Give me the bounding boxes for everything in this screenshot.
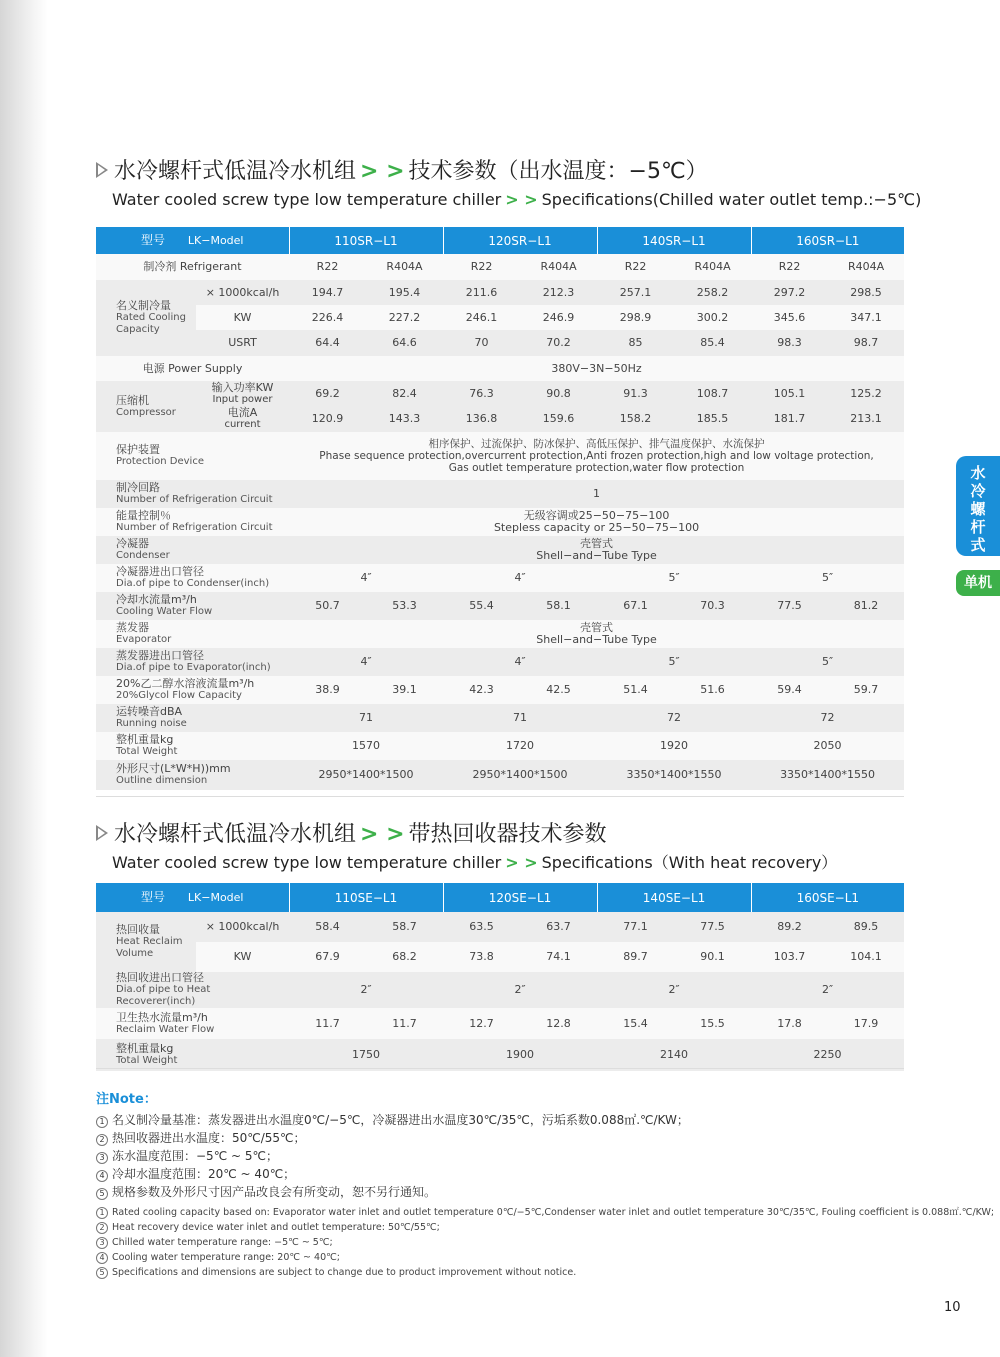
cell: 159.6	[520, 406, 597, 432]
cell: 227.2	[366, 305, 443, 330]
cell: 136.8	[443, 406, 520, 432]
model-140: 140SR−L1	[597, 227, 751, 254]
notes-title: 注Note：	[96, 1092, 157, 1107]
cell: 42.3	[443, 676, 520, 704]
cell: 39.1	[366, 676, 443, 704]
cell: 72	[597, 704, 751, 732]
cell: 70.3	[674, 592, 751, 620]
capacity-control-row	[96, 508, 904, 536]
cell: 211.6	[443, 280, 520, 305]
cooling-row-kw	[96, 305, 904, 330]
cell: R22	[751, 254, 828, 280]
cell: 2″	[443, 972, 597, 1008]
cell: 298.9	[597, 305, 674, 330]
cell: 298.5	[828, 280, 904, 305]
arrows-icon: > >	[505, 190, 538, 209]
unit-cell: KW	[196, 305, 289, 330]
cell: 194.7	[289, 280, 366, 305]
cell: 2″	[289, 972, 443, 1008]
note-en-2: 2 Heat recovery device water inlet and outlet temperature: 50℃/55℃;	[96, 1220, 994, 1235]
power-row	[96, 356, 904, 381]
model-160: 160SR−L1	[751, 227, 904, 254]
cell: 50.7	[289, 592, 366, 620]
note-cn-3: 3 冻水温度范围：−5℃ ~ 5℃；	[96, 1147, 994, 1165]
cell: 4″	[289, 564, 443, 592]
reclaim-flow-row	[96, 1008, 904, 1039]
cell: 297.2	[751, 280, 828, 305]
cell: 15.4	[597, 1008, 674, 1039]
side-tab-category[interactable]	[956, 456, 1000, 556]
cooling-flow-row	[96, 592, 904, 620]
cell: 2″	[597, 972, 751, 1008]
section1-title-cn2: 技术参数（出水温度：−5℃）	[408, 159, 708, 184]
section2-title	[96, 820, 837, 850]
cell: 77.5	[674, 912, 751, 942]
model-label: 型号 LK−Model	[96, 883, 289, 912]
cell: 55.4	[443, 592, 520, 620]
condenser-pipe-label: 冷凝器进出口管径 Dia.of pipe to Condenser(inch)	[96, 564, 289, 592]
cell: 1920	[597, 732, 751, 760]
reclaim-flow-label: 卫生热水流量m³/h Reclaim Water Flow	[96, 1008, 289, 1039]
cell: 120.9	[289, 406, 366, 432]
condenser-pipe-row	[96, 564, 904, 592]
unit-cell: × 1000kcal/h	[196, 912, 289, 942]
heat-label: 热回收量 Heat Reclaim Volume	[96, 912, 196, 972]
cell: 181.7	[751, 406, 828, 432]
cell: 195.4	[366, 280, 443, 305]
arrows-icon: > >	[360, 822, 405, 847]
cell: 64.4	[289, 330, 366, 356]
cell: 105.1	[751, 381, 828, 406]
unit-cell: USRT	[196, 330, 289, 356]
cell: 58.1	[520, 592, 597, 620]
cell: 11.7	[366, 1008, 443, 1039]
cell: 1900	[443, 1039, 597, 1071]
refrigerant-label: 制冷剂 Refrigerant	[96, 254, 289, 280]
cell: 72	[751, 704, 904, 732]
glycol-row	[96, 676, 904, 704]
cell: R404A	[828, 254, 904, 280]
compressor-row-power	[96, 381, 904, 406]
section1-title	[96, 157, 921, 187]
notes-cn	[96, 1111, 994, 1201]
page-number: 10	[944, 1300, 961, 1315]
cell: R22	[289, 254, 366, 280]
section2-sub-en2: Specifications（With heat recovery）	[541, 853, 838, 872]
heat-row-kw	[96, 942, 904, 972]
cell: 76.3	[443, 381, 520, 406]
note-en-4: 4 Cooling water temperature range: 20℃ ~ 40℃;	[96, 1250, 994, 1265]
model-120: 120SR−L1	[443, 227, 597, 254]
heat-row-kcal	[96, 912, 904, 942]
cell: 3350*1400*1550	[751, 760, 904, 790]
cell: 17.8	[751, 1008, 828, 1039]
cell: 12.8	[520, 1008, 597, 1039]
cell: 77.5	[751, 592, 828, 620]
model-140se: 140SE−L1	[597, 883, 751, 912]
cell: 71	[289, 704, 443, 732]
section2-title-cn2: 带热回收器技术参数	[408, 822, 607, 847]
model-110: 110SR−L1	[289, 227, 443, 254]
cell: 89.7	[597, 942, 674, 972]
condenser-row	[96, 536, 904, 564]
unit-cell: 输入功率KW Input power	[196, 381, 289, 406]
arrows-icon: > >	[360, 159, 405, 184]
cell: 81.2	[828, 592, 904, 620]
page-spine-shadow	[0, 0, 48, 1357]
weight-row	[96, 732, 904, 760]
evaporator-label: 蒸发器 Evaporator	[96, 620, 289, 648]
cell: 4″	[443, 564, 597, 592]
side-tab-category-label: 水冷螺杆式	[970, 464, 986, 554]
cooling-flow-label: 冷却水流量m³/h Cooling Water Flow	[96, 592, 289, 620]
cell: 213.1	[828, 406, 904, 432]
cell: 64.6	[366, 330, 443, 356]
cell: 77.1	[597, 912, 674, 942]
circuit-value: 1	[289, 480, 904, 508]
note-cn-1: 1 名义制冷量基准：蒸发器进出水温度0℃/−5℃，冷凝器进出水温度30℃/35℃，污垢系数0.088㎡.℃/KW；	[96, 1111, 994, 1129]
circuit-row	[96, 480, 904, 508]
cell: 1720	[443, 732, 597, 760]
cell: 73.8	[443, 942, 520, 972]
cell: 2250	[751, 1039, 904, 1071]
cell: R22	[443, 254, 520, 280]
cell: 38.9	[289, 676, 366, 704]
table1-header-row	[96, 227, 904, 254]
cell: 51.6	[674, 676, 751, 704]
noise-label: 运转噪音dBA Running noise	[96, 704, 289, 732]
cell: 3350*1400*1550	[597, 760, 751, 790]
weight-label: 整机重量kg Total Weight	[96, 732, 289, 760]
cell: 63.5	[443, 912, 520, 942]
cell: 345.6	[751, 305, 828, 330]
cell: 98.3	[751, 330, 828, 356]
cell: R404A	[674, 254, 751, 280]
capacity-control-value: 无级容调或25−50−75−100 Stepless capacity or 25−50−75−100	[289, 508, 904, 536]
cell: 5″	[751, 564, 904, 592]
cell: 53.3	[366, 592, 443, 620]
protection-row	[96, 432, 904, 480]
cell: 90.1	[674, 942, 751, 972]
note-en-3: 3 Chilled water temperature range: −5℃ ~ 5℃;	[96, 1235, 994, 1250]
cell: 59.7	[828, 676, 904, 704]
unit-cell: × 1000kcal/h	[196, 280, 289, 305]
table2-header-row	[96, 883, 904, 912]
divider	[96, 1068, 904, 1069]
condenser-value: 壳管式 Shell−and−Tube Type	[289, 536, 904, 564]
spec-table-2	[96, 883, 904, 1071]
note-en-1: 1 Rated cooling capacity based on: Evaporator water inlet and outlet temperature 0℃/−5℃,Condenser water inlet and outlet temperature 30℃/35℃, Fouling coefficient is 0.088㎡.℃/KW;	[96, 1205, 994, 1220]
circuit-label: 制冷回路 Number of Refrigeration Circuit	[96, 480, 289, 508]
note-cn-5: 5 规格参数及外形尺寸因产品改良会有所变动，恕不另行通知。	[96, 1183, 994, 1201]
cooling-row-kcal	[96, 280, 904, 305]
model-label: 型号 LK−Model	[96, 227, 289, 254]
cell: 85	[597, 330, 674, 356]
cell: R404A	[520, 254, 597, 280]
triangle-icon	[96, 162, 108, 178]
evaporator-row	[96, 620, 904, 648]
cell: 108.7	[674, 381, 751, 406]
cell: 185.5	[674, 406, 751, 432]
noise-row	[96, 704, 904, 732]
cell: 70.2	[520, 330, 597, 356]
cell: 74.1	[520, 942, 597, 972]
section1-sub-en2: Specifications(Chilled water outlet temp.:−5℃)	[541, 190, 922, 209]
cell: 1750	[289, 1039, 443, 1071]
cell: 63.7	[520, 912, 597, 942]
note-en-5: 5 Specifications and dimensions are subject to change due to product improvement without notice.	[96, 1265, 994, 1280]
cell: 2050	[751, 732, 904, 760]
cell: 5″	[751, 648, 904, 676]
cell: 226.4	[289, 305, 366, 330]
cell: 2140	[597, 1039, 751, 1071]
cell: 143.3	[366, 406, 443, 432]
cell: 104.1	[828, 942, 904, 972]
cell: 2″	[751, 972, 904, 1008]
glycol-label: 20%乙二醇水溶液流量m³/h 20%Glycol Flow Capacity	[96, 676, 289, 704]
cell: R22	[597, 254, 674, 280]
model-120se: 120SE−L1	[443, 883, 597, 912]
heat-pipe-row	[96, 972, 904, 1008]
cell: 300.2	[674, 305, 751, 330]
cell: 4″	[289, 648, 443, 676]
power-label: 电源 Power Supply	[96, 356, 289, 381]
cell: 125.2	[828, 381, 904, 406]
notes-section	[96, 1088, 994, 1280]
cell: 2950*1400*1500	[289, 760, 443, 790]
cell: 103.7	[751, 942, 828, 972]
cell: 51.4	[597, 676, 674, 704]
dimension-label: 外形尺寸(L*W*H))mm Outline dimension	[96, 760, 289, 790]
heat-pipe-label: 热回收进出口管径 Dia.of pipe to Heat Recoverer(inch)	[96, 972, 289, 1008]
cell: 17.9	[828, 1008, 904, 1039]
cell: 246.9	[520, 305, 597, 330]
cell: 82.4	[366, 381, 443, 406]
cell: 89.5	[828, 912, 904, 942]
notes-en	[96, 1205, 994, 1280]
cell: 85.4	[674, 330, 751, 356]
evaporator-value: 壳管式 Shell−and−Tube Type	[289, 620, 904, 648]
cell: 257.1	[597, 280, 674, 305]
model-160se: 160SE−L1	[751, 883, 904, 912]
cell: 71	[443, 704, 597, 732]
cell: 15.5	[674, 1008, 751, 1039]
condenser-label: 冷凝器 Condenser	[96, 536, 289, 564]
section2-subtitle	[112, 850, 837, 876]
protection-value: 相序保护、过流保护、防冰保护、高低压保护、排气温度保护、水流保护 Phase sequence protection,overcurrent protection,Anti frozen protection,high and low voltage protection, Gas outlet temperature protection,water flow protection	[289, 432, 904, 480]
section2-sub-en: Water cooled screw type low temperature chiller	[112, 853, 502, 872]
refrigerant-row	[96, 254, 904, 280]
cell: R404A	[366, 254, 443, 280]
cell: 11.7	[289, 1008, 366, 1039]
cell: 258.2	[674, 280, 751, 305]
cell: 12.7	[443, 1008, 520, 1039]
section2-heading	[96, 820, 837, 876]
section1-sub-en: Water cooled screw type low temperature chiller	[112, 190, 502, 209]
cooling-row-usrt	[96, 330, 904, 356]
cell: 246.1	[443, 305, 520, 330]
section1-title-cn: 水冷螺杆式低温冷水机组	[114, 159, 357, 184]
capacity-control-label: 能量控制％ Number of Refrigeration Circuit	[96, 508, 289, 536]
note-cn-2: 2 热回收器进出水温度：50℃/55℃；	[96, 1129, 994, 1147]
cell: 158.2	[597, 406, 674, 432]
cell: 4″	[443, 648, 597, 676]
cell: 91.3	[597, 381, 674, 406]
dimension-row	[96, 760, 904, 790]
model-110se: 110SE−L1	[289, 883, 443, 912]
cell: 347.1	[828, 305, 904, 330]
note-cn-4: 4 冷却水温度范围：20℃ ~ 40℃；	[96, 1165, 994, 1183]
cell: 70	[443, 330, 520, 356]
cell: 58.7	[366, 912, 443, 942]
triangle-icon	[96, 825, 108, 841]
protection-label: 保护装置 Protection Device	[96, 432, 289, 480]
cell: 98.7	[828, 330, 904, 356]
side-tab-single[interactable]: 单机	[956, 570, 1000, 596]
evaporator-pipe-label: 蒸发器进出口管径 Dia.of pipe to Evaporator(inch)	[96, 648, 289, 676]
cell: 1570	[289, 732, 443, 760]
section1-heading	[96, 157, 921, 213]
power-value: 380V−3N−50Hz	[289, 356, 904, 381]
cell: 90.8	[520, 381, 597, 406]
cell: 59.4	[751, 676, 828, 704]
cell: 68.2	[366, 942, 443, 972]
cell: 212.3	[520, 280, 597, 305]
arrows-icon: > >	[505, 853, 538, 872]
weight2-label: 整机重量kg Total Weight	[96, 1039, 289, 1071]
compressor-label: 压缩机 Compressor	[96, 381, 196, 432]
evaporator-pipe-row	[96, 648, 904, 676]
unit-cell: 电流A current	[196, 406, 289, 432]
spec-table-1	[96, 227, 904, 790]
cell: 67.9	[289, 942, 366, 972]
section2-title-cn: 水冷螺杆式低温冷水机组	[114, 822, 357, 847]
weight2-row	[96, 1039, 904, 1071]
cell: 2950*1400*1500	[443, 760, 597, 790]
section1-subtitle	[112, 187, 921, 213]
cell: 42.5	[520, 676, 597, 704]
cell: 58.4	[289, 912, 366, 942]
cooling-label: 名义制冷量 Rated Cooling Capacity	[96, 280, 196, 356]
cell: 5″	[597, 648, 751, 676]
cell: 89.2	[751, 912, 828, 942]
cell: 67.1	[597, 592, 674, 620]
cell: 5″	[597, 564, 751, 592]
divider	[96, 796, 904, 797]
unit-cell: KW	[196, 942, 289, 972]
cell: 69.2	[289, 381, 366, 406]
compressor-row-current	[96, 406, 904, 432]
